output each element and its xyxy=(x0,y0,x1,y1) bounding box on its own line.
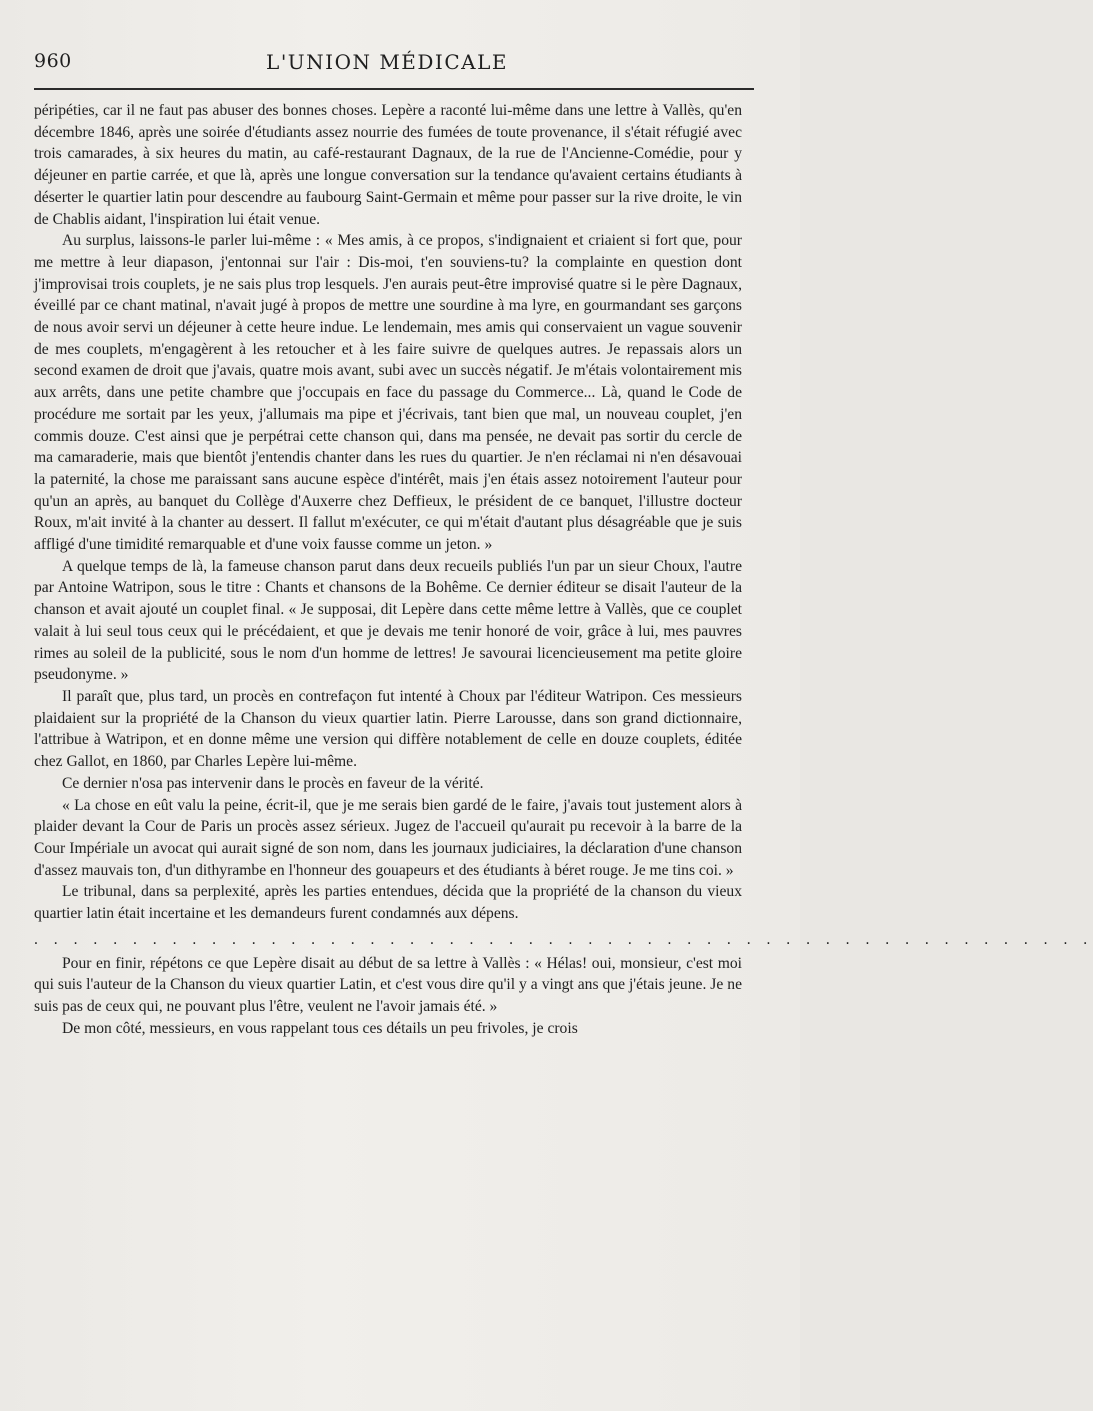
paragraph: Pour en finir, répétons ce que Lepère disait au début de sa lettre à Vallès : « Hélas! oui, monsieur, c'est moi qui suis l'auteur de la Chanson du vieux quartier Latin, et c'est vous dire qu'il y a vingt ans que j'étais jeune. Je ne suis pas de ceux qui, ne pouvant plus l'être, veulent ne l'avoir jamais été. » xyxy=(34,954,742,1016)
page-number: 960 xyxy=(34,50,72,72)
paragraph: Il paraît que, plus tard, un procès en contrefaçon fut intenté à Choux par l'éditeur Watripon. Ces messieurs plaidaient sur la propriété de la Chanson du vieux quartier latin. Pierre Larousse, dans son grand dictionnaire, l'attribue à Watripon, et en donne même une version qui diffère notablement de celle en douze couplets, éditée chez Gallot, en 1860, par Charles Lepère lui-même. xyxy=(34,687,742,771)
header-rule xyxy=(34,88,754,90)
article-body xyxy=(34,100,1093,1040)
page-header xyxy=(34,50,740,82)
paragraph: Le tribunal, dans sa perplexité, après les parties entendues, décida que la propriété de la chanson du vieux quartier latin était incertaine et les demandeurs furent condamnés aux dépens. xyxy=(34,883,742,923)
paragraph: Au surplus, laissons-le parler lui-même : « Mes amis, à ce propos, s'indignaient et criaient si fort que, pour me mettre à leur diapason, j'entonnai sur l'air : Dis-moi, t'en souviens-tu? la complainte en question dont j'improvisai trois couplets, je ne sais plus trop lesquels. J'en aurais peut-être improvisé quatre si le père Dagnaux, éveillé par ce chant matinal, n'avait jugé à propos de mettre une sourdine à ma lyre, en gourmandant ses garçons de nous avoir servi un déjeuner à cette heure indue. Le lendemain, mes amis qui conservaient un vague souvenir de mes couplets, m'engagèrent à les retoucher et à les faire suivre de quelques autres. Je repassais alors un second examen de droit que j'avais, quatre mois avant, subi avec un succès négatif. Je m'étais volontairement mis aux arrêts, dans une petite chambre que j'occupais en face du passage du Commerce... Là, quand le Code de procédure me sortait par les yeux, j'allumais ma pipe et j'écrivais, tant bien que mal, un nouveau couplet, j'en commis douze. C'est ainsi que je perpétrai cette chanson qui, dans ma pensée, ne devait pas sortir du cercle de ma camaraderie, mais que bientôt j'entendis chanter dans les rues du quartier. Je n'en réclamai ni n'en désavouai la paternité, la chose me paraissant sans aucune espèce d'intérêt, mais j'en étais assez notoirement l'auteur pour qu'un an après, au banquet du Collège d'Auxerre chez Deffieux, le président de ce banquet, l'illustre docteur Roux, m'ait invité à la chanter au dessert. Il fallut m'exécuter, ce qui m'était d'autant plus désagréable que je suis affligé d'une timidité remarquable et d'une voix fausse comme un jeton. » xyxy=(34,232,742,554)
paragraph: Ce dernier n'osa pas intervenir dans le procès en faveur de la vérité. xyxy=(62,774,484,792)
paragraph: De mon côté, messieurs, en vous rappelant tous ces détails un peu frivoles, je crois xyxy=(62,1019,578,1037)
paragraph: A quelque temps de là, la fameuse chanson parut dans deux recueils publiés l'un par un sieur Choux, l'autre par Antoine Watripon, sous le titre : Chants et chansons de la Bohême. Ce dernier éditeur se disait l'auteur de la chanson et avait ajouté un couplet final. « Je supposai, dit Lepère dans cette même lettre à Vallès, que ce couplet valait à lui seul tous ceux qui le précédaient, et que je devais me tenir honoré de voir, grâce à lui, mes pauvres rimes au soleil de la publicité, sous le nom d'un homme de lettres! Je savourai licencieusement ma petite gloire pseudonyme. » xyxy=(34,557,742,684)
paragraph: « La chose en eût valu la peine, écrit-il, que je me serais bien gardé de le faire, j'avais tout justement alors à plaider devant la Cour de Paris un procès assez sérieux. Jugez de l'accueil qu'aurait pu recevoir à la barre de la Cour Impériale un avocat qui aurait signé de son nom, dans les journaux judiciaires, la déclaration d'une chanson d'assez mauvais ton, d'un dithyrambe en l'honneur des gouapeurs et des étudiants à béret rouge. Je me tins coi. » xyxy=(34,796,742,879)
paragraph: péripéties, car il ne faut pas abuser des bonnes choses. Lepère a raconté lui-même dans une lettre à Vallès, qu'en décembre 1846, après une soirée d'étudiants assez nourrie des fumées de toute provenance, il s'était réfugié avec trois camarades, à six heures du matin, au café-restaurant Dagnaux, de la rue de l'Ancienne-Comédie, pour y déjeuner en partie carrée, et que là, après une longue conversation sur la tendance qu'avaient certains étudiants à déserter le quartier latin pour descendre au faubourg Saint-Germain et même pour passer sur la rive droite, le vin de Chablis aidant, l'inspiration lui était venue. xyxy=(34,102,742,228)
section-separator: . . . . . . . . . . . . . . . . . . . . . . . . . . . . . . . . . . . . . . . . . . . . . . . . . . . . . . xyxy=(34,930,1093,948)
journal-title: L'UNION MÉDICALE xyxy=(266,50,508,74)
